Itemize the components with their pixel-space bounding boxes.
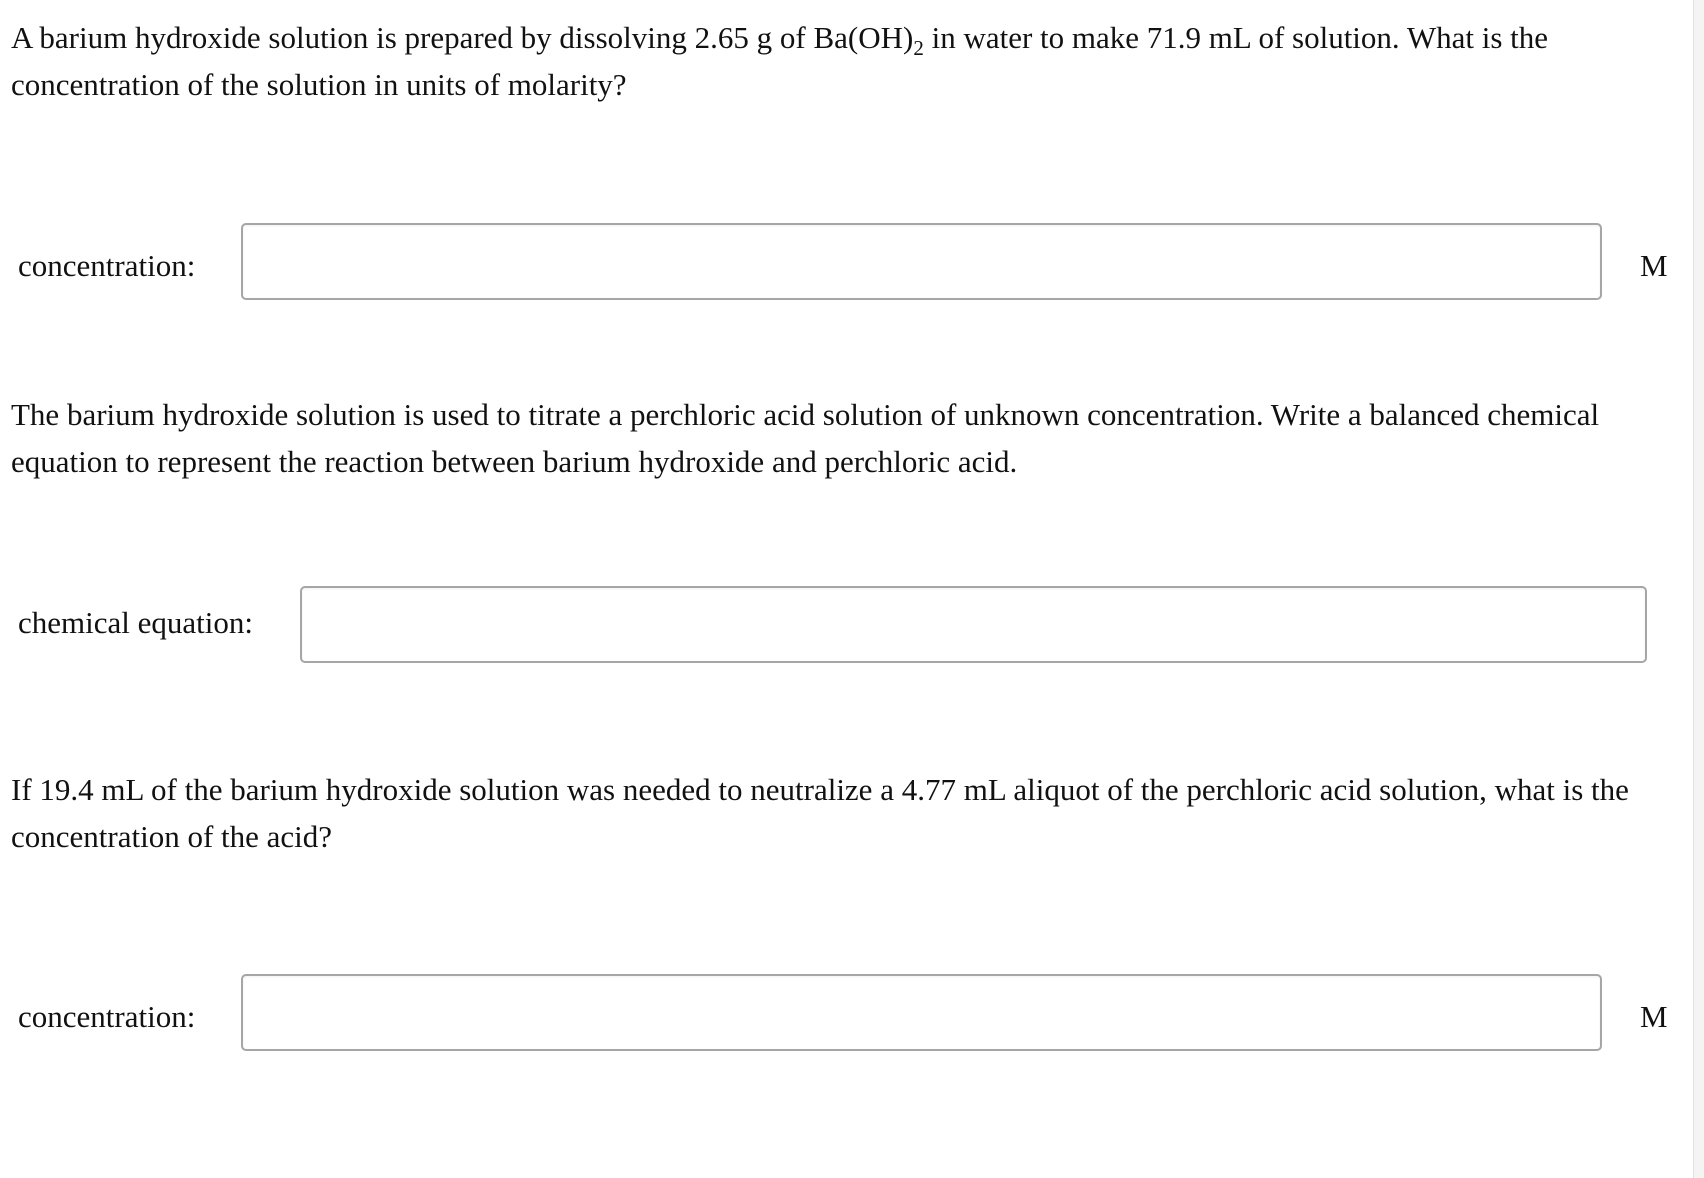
formula-subscript: 2 xyxy=(913,36,924,60)
molarity-unit-1: M xyxy=(1640,248,1668,283)
chemical-equation-label: chemical equation: xyxy=(18,605,253,640)
concentration-input-1[interactable] xyxy=(241,223,1602,300)
concentration-label-2: concentration: xyxy=(18,999,196,1034)
question-1-text-start: A barium hydroxide solution is prepared by dissolving 2.65 g of Ba(OH) xyxy=(11,20,914,55)
question-3-text: If 19.4 mL of the barium hydroxide solution was needed to neutralize a 4.77 mL aliquot of the perchloric acid solution, what is the concentration of the acid? xyxy=(11,772,1629,854)
question-2-text: The barium hydroxide solution is used to titrate a perchloric acid solution of unknown concentration. Write a balanced chemical equation to represent the reaction between barium hydroxide and perchloric acid. xyxy=(11,397,1600,479)
concentration-input-2[interactable] xyxy=(241,974,1602,1051)
question-1-text-end: in water to make 71.9 mL of solution. What is the concentration of the solution in units of molarity? xyxy=(11,20,1549,102)
vertical-scrollbar[interactable] xyxy=(1693,0,1704,1178)
molarity-unit-2: M xyxy=(1640,999,1668,1034)
question-1-text xyxy=(11,14,1651,108)
concentration-label-1: concentration: xyxy=(18,248,196,283)
chemical-equation-input[interactable] xyxy=(300,586,1647,663)
